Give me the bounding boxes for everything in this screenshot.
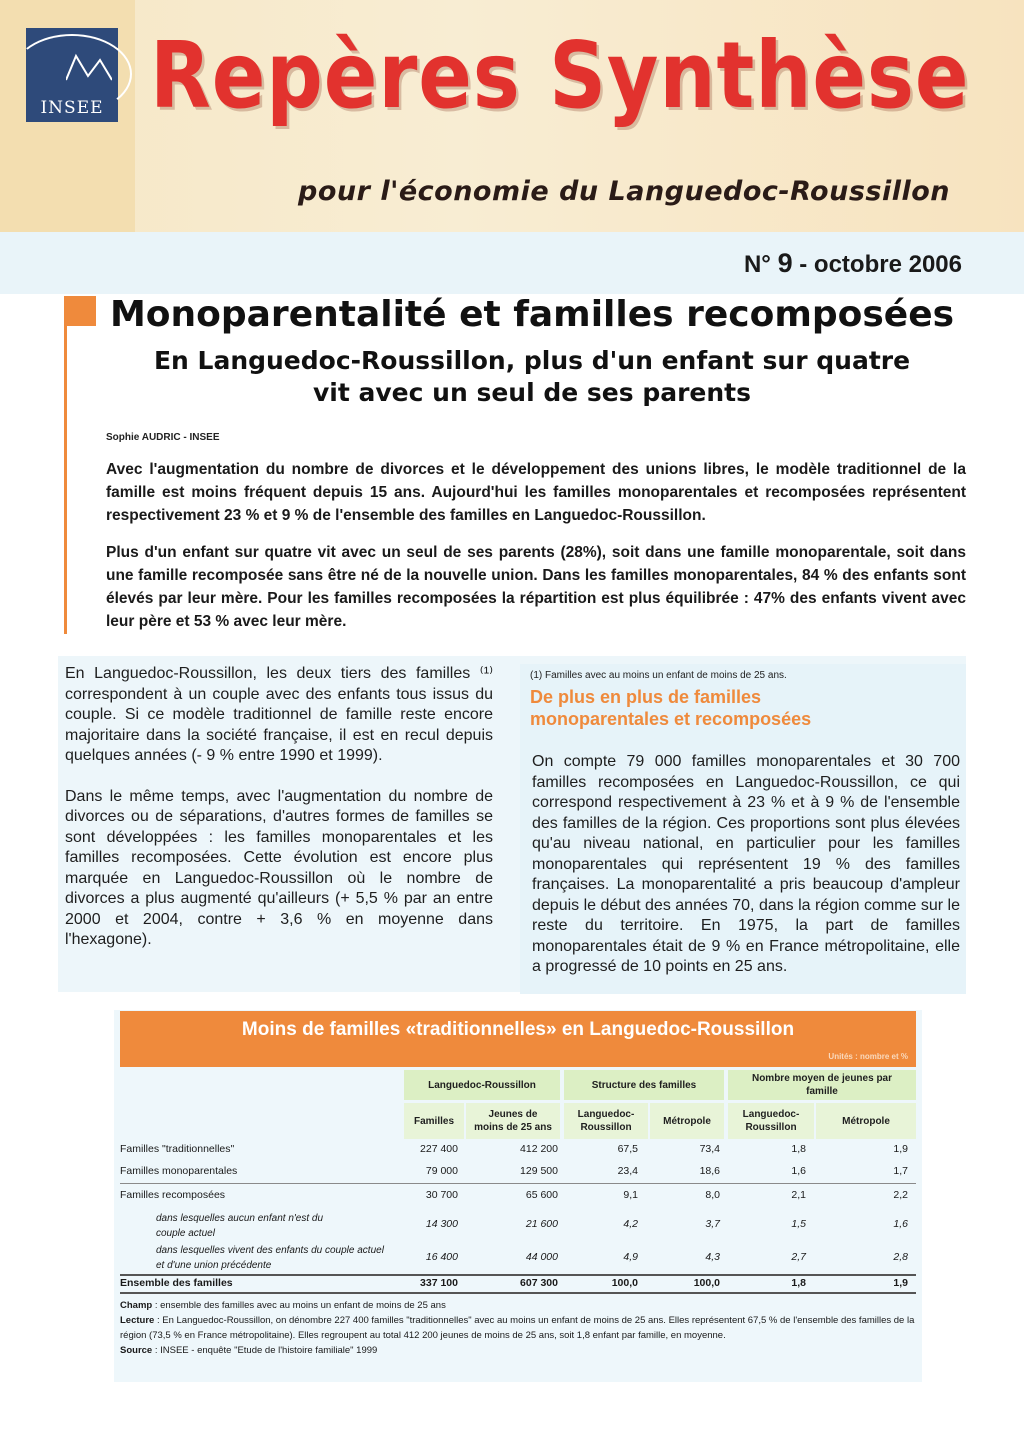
publication-tagline: pour l'économie du Languedoc-Roussillon [298, 176, 951, 207]
cell: 1,8 [791, 1143, 806, 1155]
table-divider [120, 1183, 916, 1184]
issue-prefix: N° [743, 251, 771, 278]
cell: 1,9 [893, 1277, 908, 1289]
cell: 2,1 [791, 1189, 806, 1201]
title-accent-square [64, 296, 96, 326]
body-paragraph-3: On compte 79 000 familles monoparentales et 30 700 familles recomposées en Languedoc-Roussillon, ce qui correspond respectivement à 23 % et à 9 % de l'ensemble des familles de la région. Ces proportions sont plus élevées qu'au niveau national, en particulier pour les familles monoparentales qui représentent 19 % des familles françaises. La monoparentalité a pris beaucoup d'ampleur depuis le début des années 70, dans la région comme sur le reste du territoire. En 1975, la part de familles monoparentales était de 9 % en France métropolitaine, elle a progressé de 10 points en 25 ans. [532, 753, 960, 975]
cell: 1,9 [893, 1143, 908, 1155]
lead-paragraph-1: Avec l'augmentation du nombre de divorces et le développement des unions libres, le modèle traditionnel de la famille est moins fréquent depuis 15 ans. Aujourd'hui les familles monoparentales et recomposées représentent respectivement 23 % et 9 % de l'ensemble des familles en Languedoc-Roussillon. [106, 461, 966, 524]
col-header-average-lr: Languedoc-Roussillon [728, 1103, 814, 1139]
cell: 73,4 [699, 1143, 720, 1155]
cell: 16 400 [425, 1251, 458, 1263]
cell: 1,5 [791, 1218, 806, 1230]
cell: 8,0 [705, 1189, 720, 1201]
table-title: Moins de familles «traditionnelles» en Languedoc-Roussillon [241, 1019, 795, 1040]
col-header-jeunes: Jeunes de moins de 25 ans [466, 1103, 560, 1139]
article-title: Monoparentalité et familles recomposées [109, 294, 955, 335]
cell: 30 700 [425, 1189, 458, 1201]
subtitle-line-1: En Languedoc-Roussillon, plus d'un enfant sur quatre [153, 346, 911, 375]
cell: 129 500 [520, 1165, 558, 1177]
issue-date: - octobre 2006 [799, 251, 962, 278]
cell: 607 300 [520, 1277, 558, 1289]
masthead [0, 0, 1024, 232]
cell: 21 600 [525, 1218, 558, 1230]
cell: 227 400 [420, 1143, 458, 1155]
cell: 100,0 [611, 1277, 638, 1289]
body-paragraph-1: En Languedoc-Roussillon, les deux tiers des familles ⁽¹⁾ correspondent à un couple avec des enfants tous issus du couple. Si ce modèle traditionnel de famille reste encore majoritaire dans la société française, il est en recul depuis quelques années (- 9 % entre 1990 et 1999). [65, 665, 493, 764]
cell: 2,8 [893, 1251, 908, 1263]
cell: 2,7 [791, 1251, 806, 1263]
cell: 65 600 [525, 1189, 558, 1201]
row-label: Familles monoparentales [120, 1165, 238, 1177]
article-subtitle [100, 345, 964, 409]
publication-title: Repères Synthèse [150, 22, 970, 129]
table-divider-total [120, 1274, 916, 1276]
cell: 1,8 [791, 1277, 806, 1289]
col-header-familles: Familles [404, 1103, 464, 1139]
issue-number: 9 [777, 248, 793, 278]
cell: 79 000 [425, 1165, 458, 1177]
row-label: dans lesquelles aucun enfant n'est du couple actuel [156, 1213, 324, 1239]
note-source: Source : INSEE - enquête "Etude de l'histoire familiale" 1999 [120, 1345, 378, 1356]
cell: 44 000 [525, 1251, 558, 1263]
row-label: Familles recomposées [120, 1189, 226, 1201]
cell: 9,1 [623, 1189, 638, 1201]
cell: 337 100 [420, 1277, 458, 1289]
section-heading [530, 686, 811, 730]
cell: 23,4 [617, 1165, 638, 1177]
table-unit: Unités : nombre et % [828, 1052, 908, 1061]
logo-graph-icon [66, 50, 112, 84]
col-header-average-metro: Métropole [816, 1103, 916, 1139]
title-accent-rule [64, 326, 67, 634]
table-header-bar [120, 1011, 916, 1067]
section-heading-line-1: De plus en plus de familles [530, 687, 762, 707]
cell: 3,7 [705, 1218, 720, 1230]
col-header-structure-lr: Languedoc-Roussillon [564, 1103, 648, 1139]
table-bottom-rule [120, 1292, 916, 1294]
row-label: Familles "traditionnelles" [120, 1143, 235, 1155]
logo-text: INSEE [40, 98, 104, 118]
cell: 18,6 [699, 1165, 720, 1177]
group-header-average: Nombre moyen de jeunes par famille [728, 1070, 916, 1100]
section-heading-line-2: monoparentales et recomposées [530, 709, 812, 729]
cell: 1,6 [791, 1165, 806, 1177]
col-header-structure-metro: Métropole [650, 1103, 724, 1139]
cell: 2,2 [893, 1189, 908, 1201]
issue-info [744, 248, 962, 279]
cell: 14 300 [425, 1218, 458, 1230]
row-label: dans lesquelles vivent des enfants du couple actuel et d'une union précédente [156, 1245, 384, 1271]
note-lecture: Lecture : En Languedoc-Roussillon, on dénombre 227 400 familles "traditionnelles" avec au moins un enfant de moins de 25 ans. Elles représentent 67,5 % de l'ensemble des familles de la région (73,5 % en France métropolitaine). Elles regroupent au total 412 200 jeunes de moins de 25 ans, soit 1,8 enfant par famille, en moyenne. [120, 1315, 915, 1341]
right-column [532, 752, 960, 998]
cell: 1,6 [893, 1218, 908, 1230]
table-notes [120, 1298, 916, 1358]
author-byline: Sophie AUDRIC - INSEE [106, 432, 220, 443]
group-header-lr: Languedoc-Roussillon [404, 1070, 560, 1100]
insee-logo [26, 28, 118, 122]
cell: 67,5 [617, 1143, 638, 1155]
cell: 4,3 [705, 1251, 720, 1263]
cell: 100,0 [693, 1277, 720, 1289]
note-champ: Champ : ensemble des familles avec au moins un enfant de moins de 25 ans [120, 1300, 446, 1311]
body-paragraph-2: Dans le même temps, avec l'augmentation du nombre de divorces ou de séparations, d'autres formes de familles se sont développées : les familles monoparentales et les familles recomposées. Cette évolution est encore plus marquée en Languedoc-Roussillon où le nombre de divorces a plus augmenté qu'ailleurs (+ 5,5 % par an entre 2000 et 2004, contre + 3,6 % en moyenne dans l'hexagone). [65, 787, 493, 948]
subtitle-line-2: vit avec un seul de ses parents [312, 378, 752, 407]
group-header-structure: Structure des familles [564, 1070, 724, 1100]
row-label: Ensemble des familles [120, 1277, 233, 1289]
left-column [65, 664, 493, 971]
cell: 412 200 [520, 1143, 558, 1155]
cell: 1,7 [893, 1165, 908, 1177]
lead-paragraph-2: Plus d'un enfant sur quatre vit avec un seul de ses parents (28%), soit dans une famille monoparentale, soit dans une famille recomposée sans être né de la nouvelle union. Dans les familles monoparentales, 84 % des enfants sont élevés par leur mère. Pour les familles recomposées la répartition est plus équilibrée : 47% des enfants vivent avec leur père et 53 % avec leur mère. [106, 544, 966, 630]
cell: 4,2 [623, 1218, 638, 1230]
cell: 4,9 [623, 1251, 638, 1263]
footnote: (1) Familles avec au moins un enfant de moins de 25 ans. [530, 670, 787, 681]
